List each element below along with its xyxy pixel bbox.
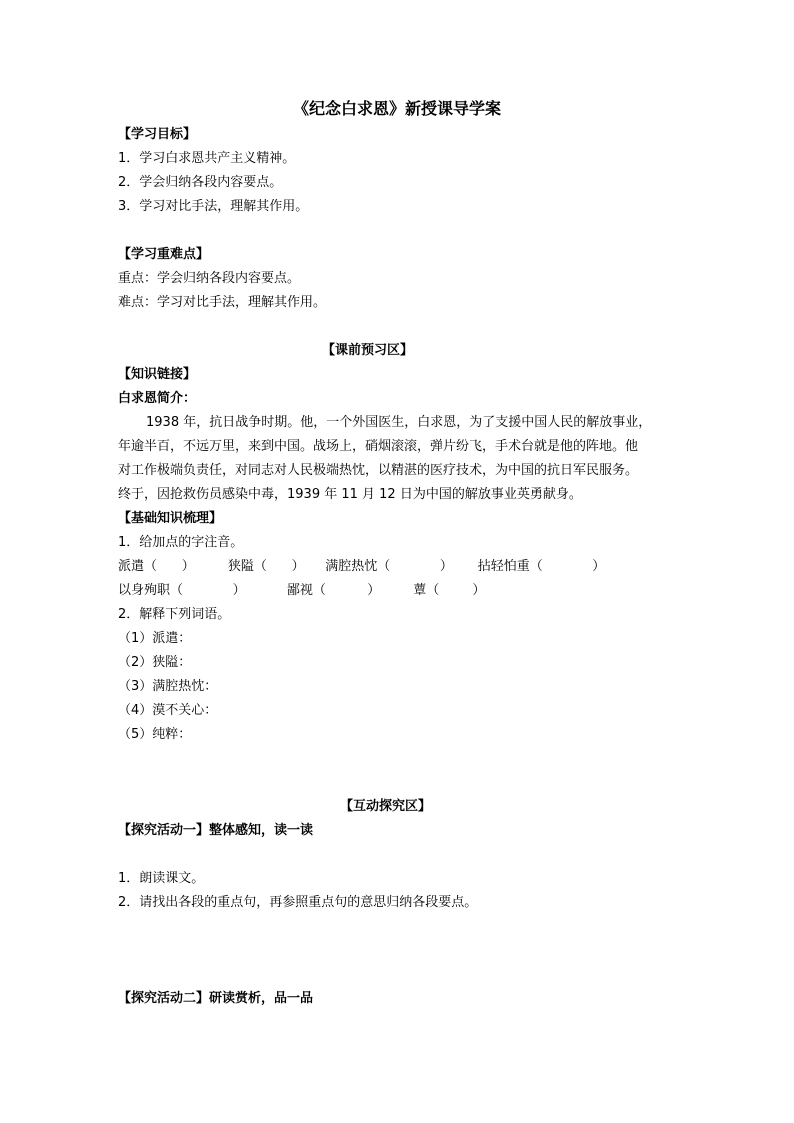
activity-1-item-2: 2．请找出各段的重点句，再参照重点句的意思归纳各段要点。 bbox=[118, 895, 478, 910]
activity-1-item-1: 1．朗读课文。 bbox=[118, 871, 205, 886]
document-title: 《纪念白求恩》新授课导学案 bbox=[292, 99, 501, 118]
basics-heading: 【基础知识梳理】 bbox=[118, 511, 223, 526]
term-item: （4）漠不关心： bbox=[118, 703, 218, 718]
activity-2-heading: 【探究活动二】研读赏析，品一品 bbox=[118, 991, 314, 1006]
goal-item-2: 2．学会归纳各段内容要点。 bbox=[118, 175, 283, 190]
goal-item-3: 3．学习对比手法，理解其作用。 bbox=[118, 199, 309, 214]
activity-1-heading: 【探究活动一】整体感知，读一读 bbox=[118, 823, 314, 838]
intro-paragraph-line-4: 终于，因抢救伤员感染中毒，1939 年 11 月 12 日为中国的解放事业英勇献身。 bbox=[118, 487, 582, 502]
goal-item-1: 1．学习白求恩共产主义精神。 bbox=[118, 151, 296, 166]
intro-paragraph-line-3: 对工作极端负责任，对同志对人民极端热忱，以精湛的医疗技术，为中国的抗日军民服务。 bbox=[118, 463, 639, 478]
bethune-intro-label: 白求恩简介： bbox=[118, 391, 197, 406]
goals-heading: 【学习目标】 bbox=[118, 127, 197, 142]
key-point: 重点：学会归纳各段内容要点。 bbox=[118, 271, 301, 286]
term-item: （1）派遣： bbox=[118, 631, 192, 646]
intro-paragraph-line-1: 1938 年，抗日战争时期。他，一个外国医生，白求恩，为了支援中国人民的解放事业， bbox=[146, 415, 652, 430]
explore-section-heading: 【互动探究区】 bbox=[340, 799, 432, 814]
term-item: （2）狭隘： bbox=[118, 655, 192, 670]
preview-section-heading: 【课前预习区】 bbox=[322, 343, 414, 358]
question-1: 1．给加点的字注音。 bbox=[118, 535, 244, 550]
intro-paragraph-line-2: 年逾半百，不远万里，来到中国。战场上，硝烟滚滚，弹片纷飞，手术台就是他的阵地。他 bbox=[118, 439, 639, 454]
knowledge-link-heading: 【知识链接】 bbox=[118, 367, 197, 382]
pinyin-row-2: 以身殉职（ ） 鄙视（ ） 蕈（ ） bbox=[118, 583, 486, 598]
term-item: （5）纯粹： bbox=[118, 727, 192, 742]
difficulties-heading: 【学习重难点】 bbox=[118, 247, 210, 262]
hard-point: 难点：学习对比手法，理解其作用。 bbox=[118, 295, 327, 310]
term-item: （3）满腔热忱： bbox=[118, 679, 218, 694]
pinyin-row-1: 派遣（ ） 狭隘（ ） 满腔热忱（ ） 拈轻怕重（ ） bbox=[118, 559, 606, 574]
question-2: 2．解释下列词语。 bbox=[118, 607, 231, 622]
